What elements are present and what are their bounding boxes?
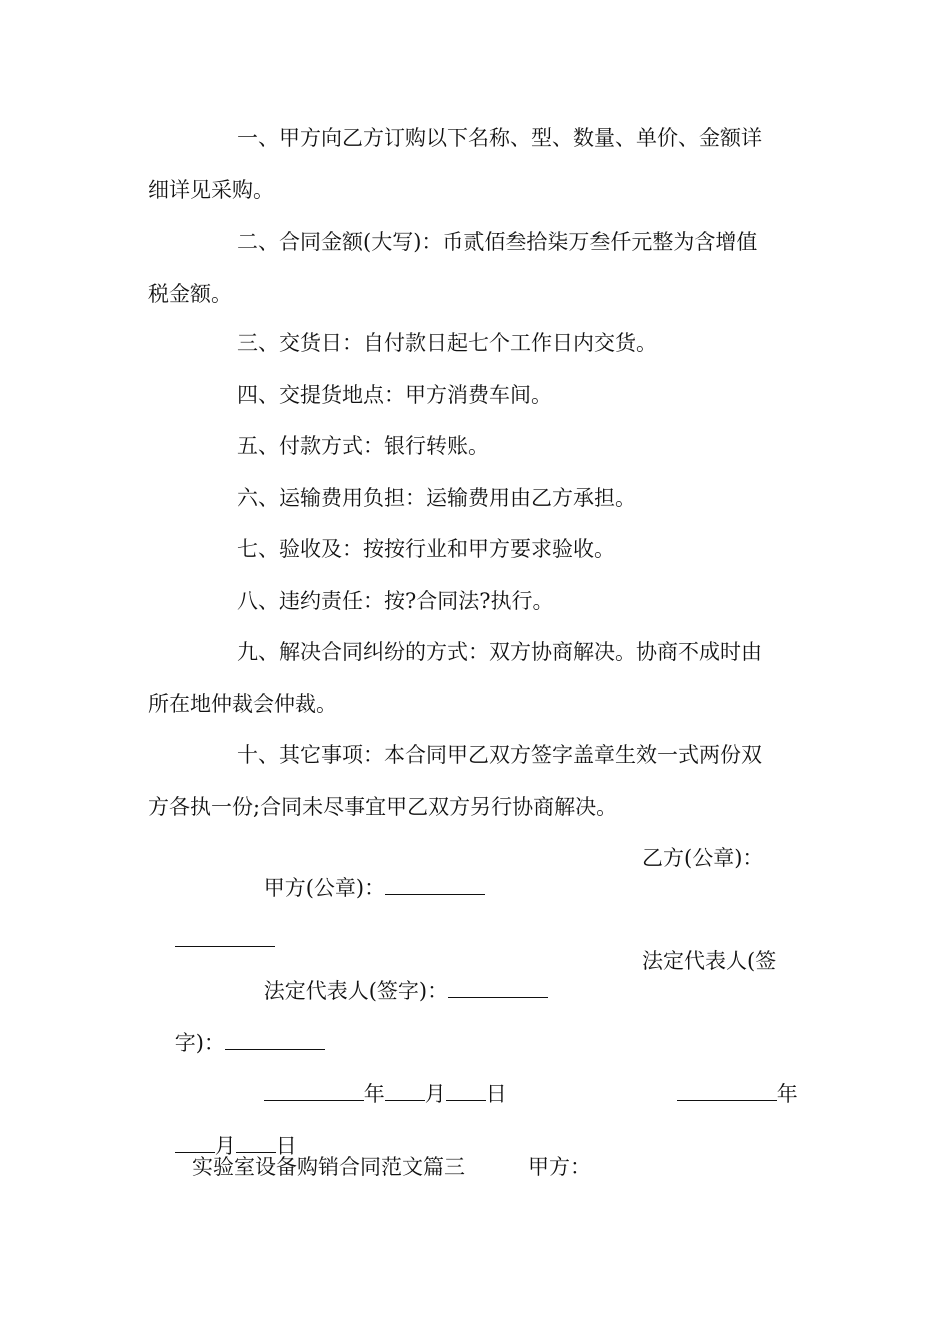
clause-5: 五、付款方式：银行转账。	[237, 434, 489, 458]
party-b-seal-blank	[175, 924, 275, 947]
clause-8: 八、违约责任：按?合同法?执行。	[237, 589, 554, 613]
rep-a-blank	[448, 975, 548, 998]
date-a-day-blank	[446, 1078, 486, 1101]
date-b-day: 日	[275, 1134, 297, 1158]
clause-6: 六、运输费用负担：运输费用由乙方承担。	[237, 486, 636, 510]
rep-b-label-part1: 法定代表人(签	[642, 949, 777, 973]
date-a-year: 年	[363, 1082, 385, 1106]
date-b-month-blank	[175, 1130, 215, 1153]
clause-1-line-1: 一、甲方向乙方订购以下名称、型、数量、单价、金额详	[237, 126, 762, 150]
next-section-title: 实验室设备购销合同范文篇三	[192, 1155, 465, 1179]
date-b-day-blank	[236, 1130, 276, 1153]
clause-9-line-2: 所在地仲裁会仲裁。	[148, 692, 337, 716]
clause-2-line-2: 税金额。	[148, 282, 232, 306]
rep-b-blank	[225, 1027, 325, 1050]
clause-7: 七、验收及：按按行业和甲方要求验收。	[237, 537, 615, 561]
next-section-party-a: 甲方：	[528, 1155, 591, 1179]
party-b-seal-label: 乙方(公章)：	[642, 846, 764, 870]
date-a-year-blank	[264, 1078, 364, 1101]
clause-9-line-1: 九、解决合同纠纷的方式：双方协商解决。协商不成时由	[237, 640, 762, 664]
clause-2-line-1: 二、合同金额(大写)：币贰佰叁拾柒万叁仟元整为含增值	[237, 230, 758, 254]
clause-3: 三、交货日：自付款日起七个工作日内交货。	[237, 331, 657, 355]
date-a-month-blank	[385, 1078, 425, 1101]
date-b-year-blank	[677, 1078, 777, 1101]
rep-b-label-part2: 字)：	[174, 1031, 225, 1055]
date-b-line-1	[650, 1050, 798, 1136]
date-a-day: 日	[485, 1082, 507, 1106]
clause-1-line-2: 细详见采购。	[148, 178, 274, 202]
clause-10-line-1: 十、其它事项：本合同甲乙双方签字盖章生效一式两份双	[237, 743, 762, 767]
rep-a-label: 法定代表人(签字)：	[263, 979, 449, 1003]
date-b-month: 月	[214, 1134, 236, 1158]
party-a-seal-label: 甲方(公章)：	[263, 876, 386, 900]
party-a-seal-blank	[385, 872, 485, 895]
date-b-year: 年	[776, 1082, 798, 1106]
clause-4: 四、交提货地点：甲方消费车间。	[237, 383, 552, 407]
date-a-month: 月	[424, 1082, 446, 1106]
clause-10-line-2: 方各执一份;合同未尽事宜甲乙双方另行协商解决。	[148, 795, 618, 819]
